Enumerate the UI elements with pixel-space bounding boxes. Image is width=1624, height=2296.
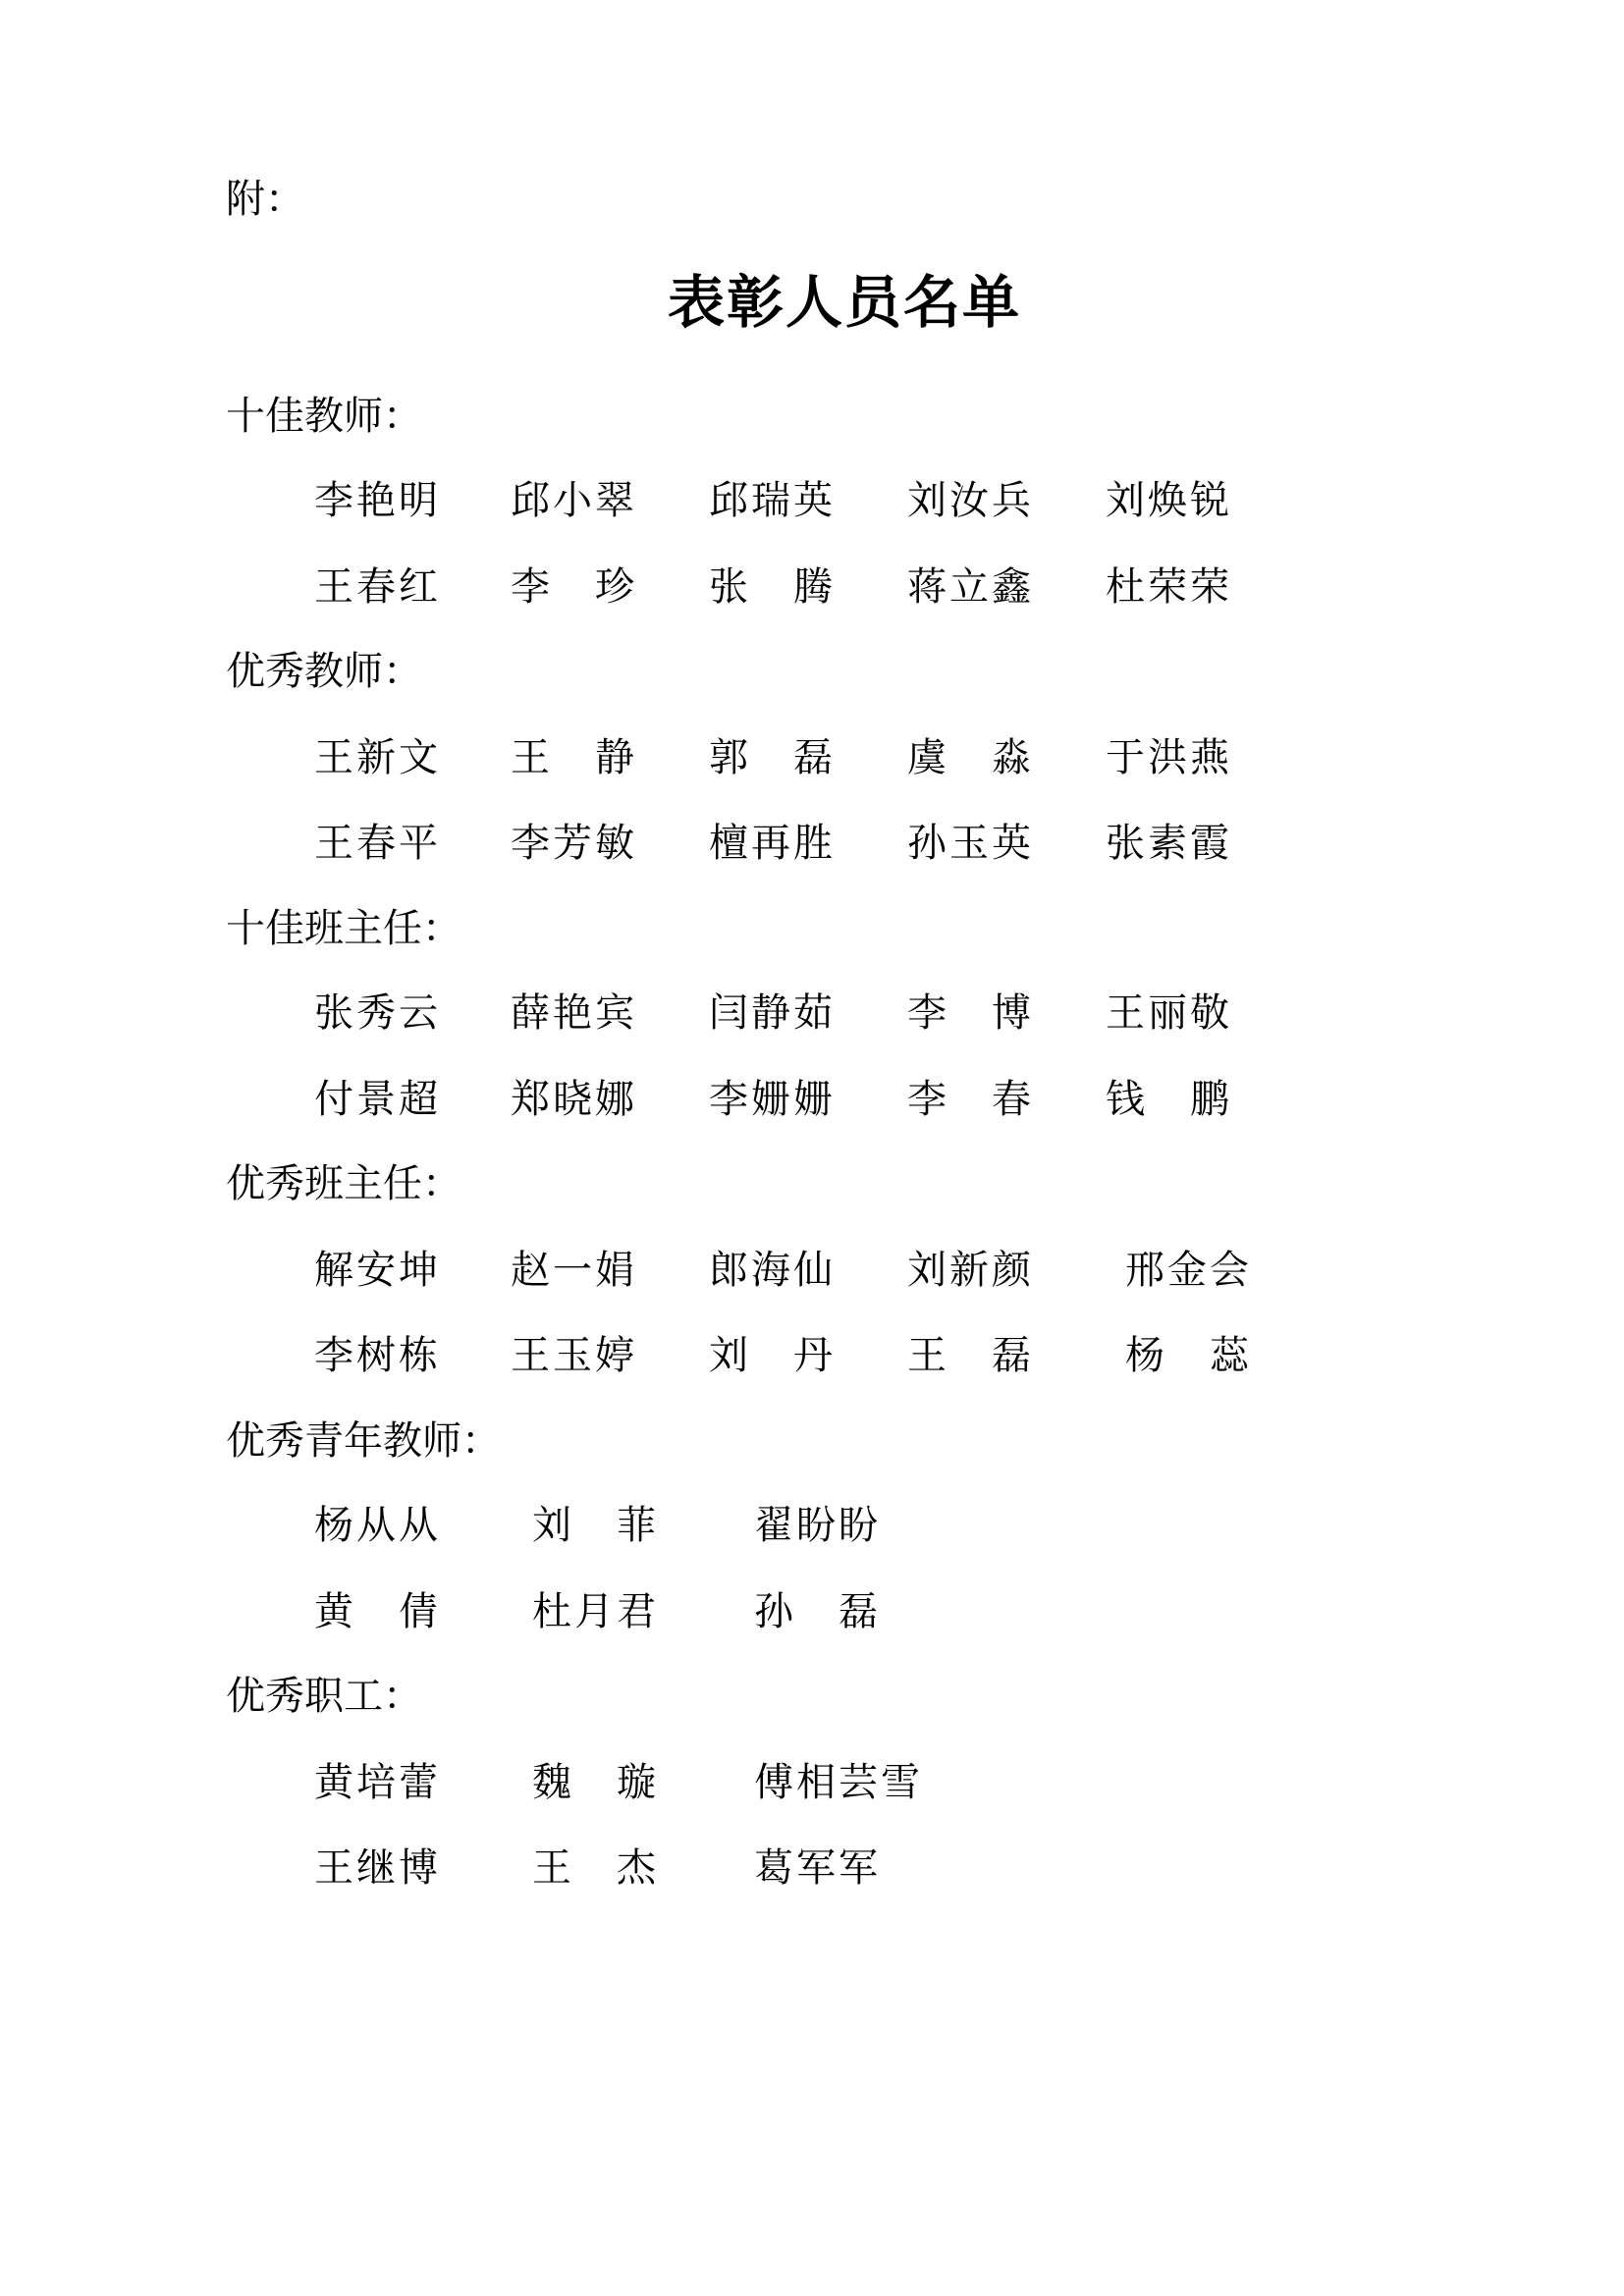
person-name: 王玉婷 <box>511 1333 637 1378</box>
name-row <box>0 473 1624 532</box>
person-name: 翟盼盼 <box>754 1503 881 1548</box>
section-heading-top-ten-teachers: 十佳教师： <box>226 394 422 439</box>
person-name: 孙玉英 <box>907 821 1034 866</box>
name-row <box>0 560 1624 618</box>
person-name: 郭 磊 <box>709 735 836 780</box>
name-row <box>0 1328 1624 1387</box>
person-name: 赵一娟 <box>511 1248 637 1293</box>
attachment-label: 附： <box>226 177 304 222</box>
person-name: 黄培蕾 <box>314 1760 441 1805</box>
person-name: 刘汝兵 <box>907 478 1034 523</box>
person-name: 闫静茹 <box>709 990 836 1036</box>
section-heading-excellent-head-teachers: 优秀班主任： <box>226 1161 461 1206</box>
person-name: 魏 璇 <box>532 1760 659 1805</box>
name-row <box>0 730 1624 789</box>
person-name: 邢金会 <box>1125 1248 1252 1293</box>
person-name: 刘焕锐 <box>1106 478 1232 523</box>
name-row <box>0 1584 1624 1643</box>
person-name: 李 珍 <box>511 564 637 610</box>
person-name: 邱小翠 <box>511 478 637 523</box>
person-name: 杜荣荣 <box>1106 564 1232 610</box>
person-name: 葛军军 <box>754 1845 881 1891</box>
person-name: 李芳敏 <box>511 821 637 866</box>
page-title: 表彰人员名单 <box>667 269 1021 336</box>
person-name: 于洪燕 <box>1106 735 1232 780</box>
name-row <box>0 1841 1624 1899</box>
person-name: 张素霞 <box>1106 821 1232 866</box>
section-heading-top-ten-head-teachers: 十佳班主任： <box>226 906 461 951</box>
person-name: 李 博 <box>907 990 1034 1036</box>
person-name: 杨 蕊 <box>1125 1333 1252 1378</box>
person-name: 刘新颜 <box>907 1248 1034 1293</box>
person-name: 李树栋 <box>314 1333 441 1378</box>
person-name: 李 春 <box>907 1077 1034 1122</box>
person-name: 解安坤 <box>314 1248 441 1293</box>
person-name: 蒋立鑫 <box>907 564 1034 610</box>
name-row <box>0 1072 1624 1131</box>
person-name: 檀再胜 <box>709 821 836 866</box>
name-row <box>0 1243 1624 1302</box>
section-heading-excellent-young-teachers: 优秀青年教师： <box>226 1418 501 1464</box>
person-name: 钱 鹏 <box>1106 1077 1232 1122</box>
person-name: 王新文 <box>314 735 441 780</box>
section-heading-excellent-staff: 优秀职工： <box>226 1674 422 1719</box>
person-name: 王春平 <box>314 821 441 866</box>
person-name: 王丽敬 <box>1106 990 1232 1036</box>
person-name: 付景超 <box>314 1077 441 1122</box>
name-row <box>0 1755 1624 1814</box>
name-row <box>0 816 1624 875</box>
person-name: 邱瑞英 <box>709 478 836 523</box>
person-name: 郎海仙 <box>709 1248 836 1293</box>
person-name: 刘 丹 <box>709 1333 836 1378</box>
person-name: 黄 倩 <box>314 1589 441 1634</box>
person-name: 郑晓娜 <box>511 1077 637 1122</box>
person-name: 刘 菲 <box>532 1503 659 1548</box>
person-name: 张 腾 <box>709 564 836 610</box>
person-name: 李艳明 <box>314 478 441 523</box>
person-name: 张秀云 <box>314 990 441 1036</box>
person-name: 杨从从 <box>314 1503 441 1548</box>
person-name: 杜月君 <box>532 1589 659 1634</box>
person-name: 薛艳宾 <box>511 990 637 1036</box>
person-name: 王 杰 <box>532 1845 659 1891</box>
person-name: 李姗姗 <box>709 1077 836 1122</box>
person-name: 虞 淼 <box>907 735 1034 780</box>
section-heading-excellent-teachers: 优秀教师： <box>226 649 422 694</box>
person-name: 王 静 <box>511 735 637 780</box>
person-name: 王继博 <box>314 1845 441 1891</box>
person-name: 孙 磊 <box>754 1589 881 1634</box>
name-row <box>0 986 1624 1044</box>
name-row <box>0 1498 1624 1557</box>
person-name: 王 磊 <box>907 1333 1034 1378</box>
person-name: 傅相芸雪 <box>754 1760 923 1805</box>
person-name: 王春红 <box>314 564 441 610</box>
